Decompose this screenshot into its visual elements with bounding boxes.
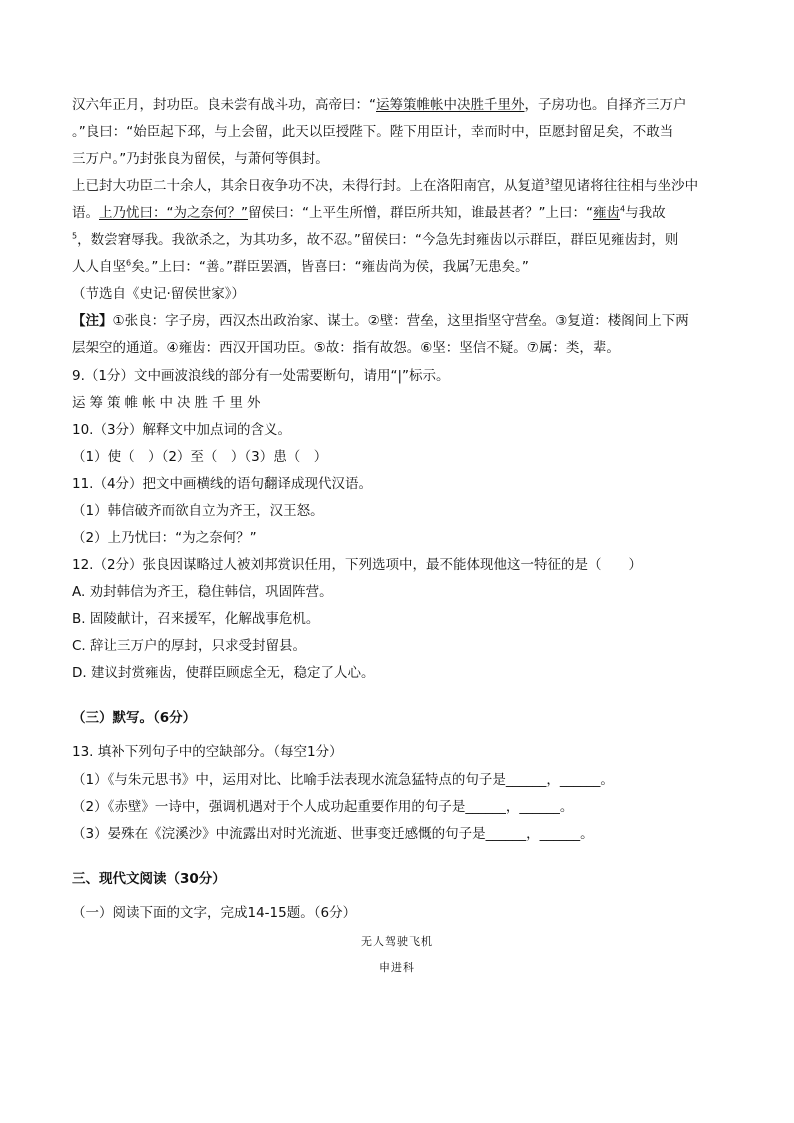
question-12: 12.（2分）张良因谋略过人被刘邦赏识任用，下列选项中，最不能体现他这一特征的是（ ） (72, 557, 643, 573)
question-13-item-1: （1）《与朱元思书》中，运用对比、比喻手法表现水流急猛特点的句子是______，______。 (72, 772, 614, 788)
passage-line-1: 汉六年正月，封功臣。良未尝有战斗功，高帝曰：“运筹策帷帐中决胜千里外，子房功也。自择齐三万户 (72, 97, 687, 113)
underlined-sentence: 上乃忧曰：“为之奈何？” (99, 205, 248, 221)
question-13-item-2: （2）《赤壁》一诗中，强调机遇对于个人成功起重要作用的句子是______，______。 (72, 799, 574, 815)
question-10: 10.（3分）解释文中加点词的含义。 (72, 422, 292, 438)
passage-line-3: 三万户。”乃封张良为留侯，与萧何等俱封。 (72, 151, 329, 167)
passage-note-2: 层架空的通道。④雍齿：西汉开国功臣。⑤故：指有故怨。⑥坚：坚信不疑。⑦属：类，辈。 (72, 340, 620, 356)
part-3-heading: 三、现代文阅读（30分） (72, 871, 226, 887)
section-3-heading: （三）默写。（6分） (72, 710, 197, 726)
question-13: 13. 填补下列句子中的空缺部分。（每空1分） (72, 744, 343, 760)
question-11: 11.（4分）把文中画横线的语句翻译成现代汉语。 (72, 476, 373, 492)
passage-line-7: 人人自坚$^6$矣。”上曰：“善。”群臣罢酒，皆喜曰：“雍齿尚为侯，我属$^7$无患矣。” (72, 258, 529, 275)
question-12-option-c: C. 辞让三万户的厚封，只求受封留县。 (72, 638, 307, 654)
note-label: 【注】 (72, 313, 113, 329)
passage-source: （节选自《史记·留侯世家》） (72, 286, 246, 302)
question-12-option-d: D. 建议封赏雍齿，使群臣顾虑全无，稳定了人心。 (72, 665, 375, 681)
question-9: 9.（1分）文中画波浪线的部分有一处需要断句，请用“|”标示。 (72, 368, 450, 384)
question-13-item-3: （3）晏殊在《浣溪沙》中流露出对时光流逝、世事变迁感慨的句子是______，______。 (72, 826, 594, 842)
passage-line-5: 语。上乃忧曰：“为之奈何？”留侯曰：“上平生所憎，群臣所共知，谁最甚者？”上曰：“雍齿$^4$与我故 (72, 204, 666, 221)
article-title: 无人驾驶飞机 (361, 935, 433, 948)
question-9-text: 运筹策帷帐中决胜千里外 (72, 395, 265, 411)
passage-line-6: $^5$，数尝窘辱我。我欲杀之，为其功多，故不忍。”留侯曰：“今急先封雍齿以示群臣，群臣见雍齿封，则 (72, 231, 679, 248)
question-11-item-1: （1）韩信破齐而欲自立为齐王，汉王怒。 (72, 503, 324, 519)
question-12-option-a: A. 劝封韩信为齐王，稳住韩信，巩固阵营。 (72, 584, 333, 600)
wavy-underlined-phrase: 运筹策帷帐中决胜千里外 (376, 97, 525, 113)
passage-line-2: 。”良曰：“始臣起下邳，与上会留，此天以臣授陛下。陛下用臣计，幸而时中，臣愿封留足矣，不敢当 (72, 124, 674, 140)
question-10-items: （1）使（ ）（2）至（ ）（3）患（ ） (72, 449, 328, 465)
question-12-option-b: B. 固陵献计，召来援军，化解战事危机。 (72, 611, 320, 627)
question-11-item-2: （2）上乃忧曰：“为之奈何？” (72, 530, 257, 546)
article-author: 申进科 (379, 961, 415, 974)
passage-line-4: 上已封大功臣二十余人，其余日夜争功不决，未得行封。上在洛阳南宫，从复道$^3$望见诸将往往相与坐沙中 (72, 177, 699, 194)
part-3-subheading: （一）阅读下面的文字，完成14-15题。（6分） (72, 905, 357, 921)
passage-note-1: 【注】①张良：字子房，西汉杰出政治家、谋士。②壁：营垒，这里指坚守营垒。③复道：楼阁间上下两 (72, 313, 689, 329)
